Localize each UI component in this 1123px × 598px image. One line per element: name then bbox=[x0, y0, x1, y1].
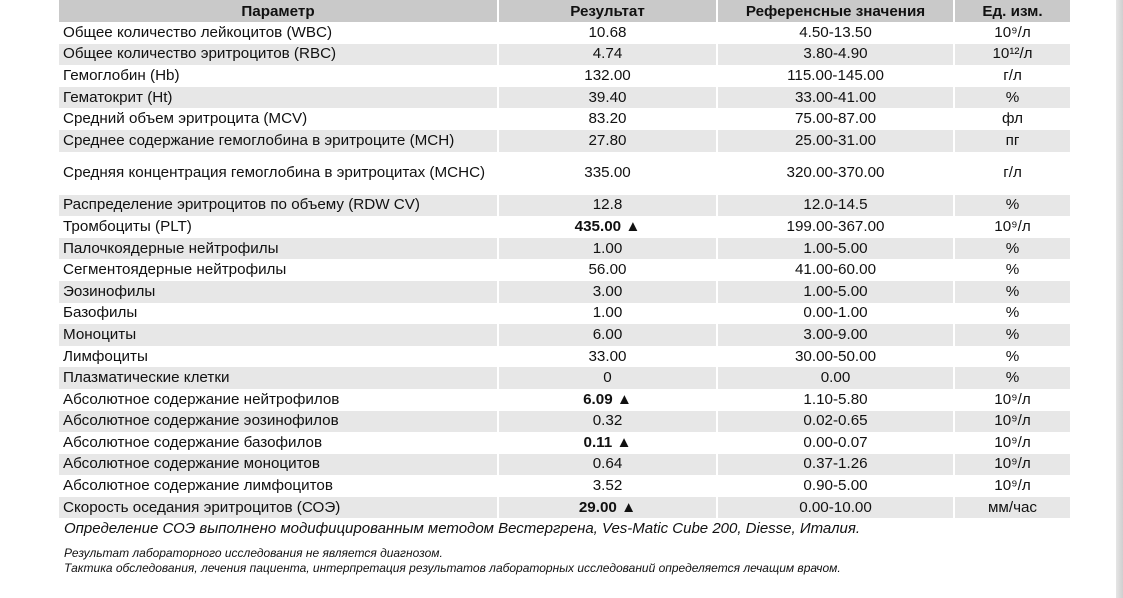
table-row bbox=[59, 411, 1070, 433]
result-cell: 1.00 bbox=[498, 238, 717, 260]
result-cell: 12.8 bbox=[498, 195, 717, 217]
result-cell: 6.09 ▲ bbox=[498, 389, 717, 411]
result-cell: 10.68 bbox=[498, 22, 717, 44]
disclaimer-line: Тактика обследования, лечения пациента, интерпретация результатов лабораторных исследований определяется лечащим врачом. bbox=[64, 561, 841, 575]
parameter-cell: Базофилы bbox=[59, 303, 498, 325]
result-cell: 29.00 ▲ bbox=[498, 497, 717, 519]
reference-cell: 1.00-5.00 bbox=[717, 281, 954, 303]
table-row bbox=[59, 216, 1070, 238]
result-cell: 33.00 bbox=[498, 346, 717, 368]
parameter-cell: Среднее содержание гемоглобина в эритроците (MCH) bbox=[59, 130, 498, 152]
parameter-cell: Средняя концентрация гемоглобина в эритроцитах (MCHC) bbox=[59, 152, 498, 195]
unit-cell: 10⁹/л bbox=[994, 217, 1031, 235]
parameter-cell: Тромбоциты (PLT) bbox=[59, 216, 498, 238]
reference-cell: 0.00-1.00 bbox=[717, 303, 954, 325]
table-row bbox=[59, 44, 1070, 66]
unit-cell: 10⁹/л bbox=[994, 390, 1031, 408]
parameter-cell: Абсолютное содержание эозинофилов bbox=[59, 411, 498, 433]
result-cell: 27.80 bbox=[498, 130, 717, 152]
parameter-cell: Общее количество эритроцитов (RBC) bbox=[59, 44, 498, 66]
table-row bbox=[59, 346, 1070, 368]
parameter-cell: Скорость оседания эритроцитов (СОЭ) bbox=[59, 497, 498, 519]
unit-cell: % bbox=[954, 87, 1070, 109]
result-cell: 0.32 bbox=[498, 411, 717, 433]
table-row bbox=[59, 152, 1070, 195]
table-row bbox=[59, 303, 1070, 325]
unit-cell: % bbox=[954, 195, 1070, 217]
result-cell: 39.40 bbox=[498, 87, 717, 109]
unit-cell: 10⁹/л bbox=[954, 411, 1070, 433]
parameter-cell: Гематокрит (Ht) bbox=[59, 87, 498, 109]
reference-cell: 199.00-367.00 bbox=[717, 216, 954, 238]
parameter-cell: Лимфоциты bbox=[59, 346, 498, 368]
column-header-result: Результат bbox=[498, 0, 717, 22]
reference-cell: 12.0-14.5 bbox=[717, 195, 954, 217]
result-cell: 83.20 bbox=[498, 108, 717, 130]
table-row bbox=[59, 324, 1070, 346]
unit-cell: % bbox=[954, 281, 1070, 303]
parameter-cell: Плазматические клетки bbox=[59, 367, 498, 389]
reference-cell: 1.00-5.00 bbox=[717, 238, 954, 260]
result-cell: 0.11 ▲ bbox=[498, 432, 717, 454]
column-header-unit: Ед. изм. bbox=[954, 0, 1070, 22]
result-cell: 4.74 bbox=[498, 44, 717, 66]
reference-cell: 320.00-370.00 bbox=[717, 152, 954, 195]
result-cell: 435.00 ▲ bbox=[498, 216, 717, 238]
table-row bbox=[59, 454, 1070, 476]
unit-cell: пг bbox=[954, 130, 1070, 152]
reference-cell: 0.37-1.26 bbox=[717, 454, 954, 476]
table-row bbox=[59, 87, 1070, 109]
unit-cell: г/л bbox=[1003, 66, 1022, 84]
result-cell: 0.64 bbox=[498, 454, 717, 476]
unit-cell: % bbox=[1005, 261, 1020, 279]
unit-cell: мм/час bbox=[954, 497, 1070, 519]
unit-cell: 10⁹/л bbox=[994, 433, 1031, 451]
reference-cell: 115.00-145.00 bbox=[717, 65, 954, 87]
parameter-cell: Абсолютное содержание базофилов bbox=[59, 432, 498, 454]
parameter-cell: Средний объем эритроцита (MCV) bbox=[59, 108, 498, 130]
result-cell: 3.00 bbox=[498, 281, 717, 303]
column-header-reference: Референсные значения bbox=[717, 0, 954, 22]
table-row bbox=[59, 259, 1070, 281]
disclaimer bbox=[64, 546, 841, 576]
table-row bbox=[59, 432, 1070, 454]
reference-cell: 1.10-5.80 bbox=[717, 389, 954, 411]
unit-cell: 10⁹/л bbox=[954, 454, 1070, 476]
reference-cell: 0.02-0.65 bbox=[717, 411, 954, 433]
unit-cell: 10¹²/л bbox=[954, 44, 1070, 66]
parameter-cell: Распределение эритроцитов по объему (RDW CV) bbox=[59, 195, 498, 217]
unit-cell: г/л bbox=[1003, 164, 1022, 182]
unit-cell: % bbox=[954, 324, 1070, 346]
reference-cell: 3.80-4.90 bbox=[717, 44, 954, 66]
parameter-cell: Общее количество лейкоцитов (WBC) bbox=[59, 22, 498, 44]
method-footnote: Определение СОЭ выполнено модифицированным методом Вестергрена, Ves-Matic Cube 200, Diesse, Италия. bbox=[64, 520, 861, 537]
table-row bbox=[59, 108, 1070, 130]
parameter-cell: Эозинофилы bbox=[59, 281, 498, 303]
result-cell: 3.52 bbox=[498, 475, 717, 497]
parameter-cell: Палочкоядерные нейтрофилы bbox=[59, 238, 498, 260]
unit-cell: фл bbox=[1001, 110, 1024, 128]
result-cell: 132.00 bbox=[498, 65, 717, 87]
parameter-cell: Сегментоядерные нейтрофилы bbox=[59, 259, 498, 281]
reference-cell: 25.00-31.00 bbox=[717, 130, 954, 152]
unit-cell: % bbox=[1005, 347, 1020, 365]
reference-cell: 41.00-60.00 bbox=[717, 259, 954, 281]
unit-cell: % bbox=[954, 238, 1070, 260]
unit-cell: 10⁹/л bbox=[994, 477, 1031, 495]
reference-cell: 0.00-0.07 bbox=[717, 432, 954, 454]
reference-cell: 4.50-13.50 bbox=[717, 22, 954, 44]
header-row bbox=[59, 0, 1070, 22]
reference-cell: 75.00-87.00 bbox=[717, 108, 954, 130]
table-row bbox=[59, 497, 1070, 519]
reference-cell: 3.00-9.00 bbox=[717, 324, 954, 346]
parameter-cell: Абсолютное содержание нейтрофилов bbox=[59, 389, 498, 411]
reference-cell: 33.00-41.00 bbox=[717, 87, 954, 109]
parameter-cell: Абсолютное содержание лимфоцитов bbox=[59, 475, 498, 497]
parameter-cell: Гемоглобин (Hb) bbox=[59, 65, 498, 87]
table-row bbox=[59, 475, 1070, 497]
column-header-parameter: Параметр bbox=[59, 0, 498, 22]
disclaimer-line: Результат лабораторного исследования не является диагнозом. bbox=[64, 546, 443, 560]
results-table bbox=[59, 0, 1070, 518]
reference-cell: 0.00-10.00 bbox=[717, 497, 954, 519]
unit-cell: % bbox=[1005, 304, 1020, 322]
table-row bbox=[59, 22, 1070, 44]
table-row bbox=[59, 367, 1070, 389]
result-cell: 6.00 bbox=[498, 324, 717, 346]
page-margin bbox=[0, 0, 58, 598]
table-row bbox=[59, 65, 1070, 87]
unit-cell: 10⁹/л bbox=[994, 23, 1031, 41]
reference-cell: 0.00 bbox=[717, 367, 954, 389]
page-edge bbox=[1116, 0, 1123, 598]
reference-cell: 0.90-5.00 bbox=[717, 475, 954, 497]
result-cell: 0 bbox=[498, 367, 717, 389]
table-row bbox=[59, 238, 1070, 260]
table-row bbox=[59, 389, 1070, 411]
reference-cell: 30.00-50.00 bbox=[717, 346, 954, 368]
table-row bbox=[59, 130, 1070, 152]
table-row bbox=[59, 281, 1070, 303]
result-cell: 1.00 bbox=[498, 303, 717, 325]
parameter-cell: Абсолютное содержание моноцитов bbox=[59, 454, 498, 476]
result-cell: 335.00 bbox=[498, 152, 717, 195]
result-cell: 56.00 bbox=[498, 259, 717, 281]
table-row bbox=[59, 195, 1070, 217]
parameter-cell: Моноциты bbox=[59, 324, 498, 346]
unit-cell: % bbox=[954, 367, 1070, 389]
